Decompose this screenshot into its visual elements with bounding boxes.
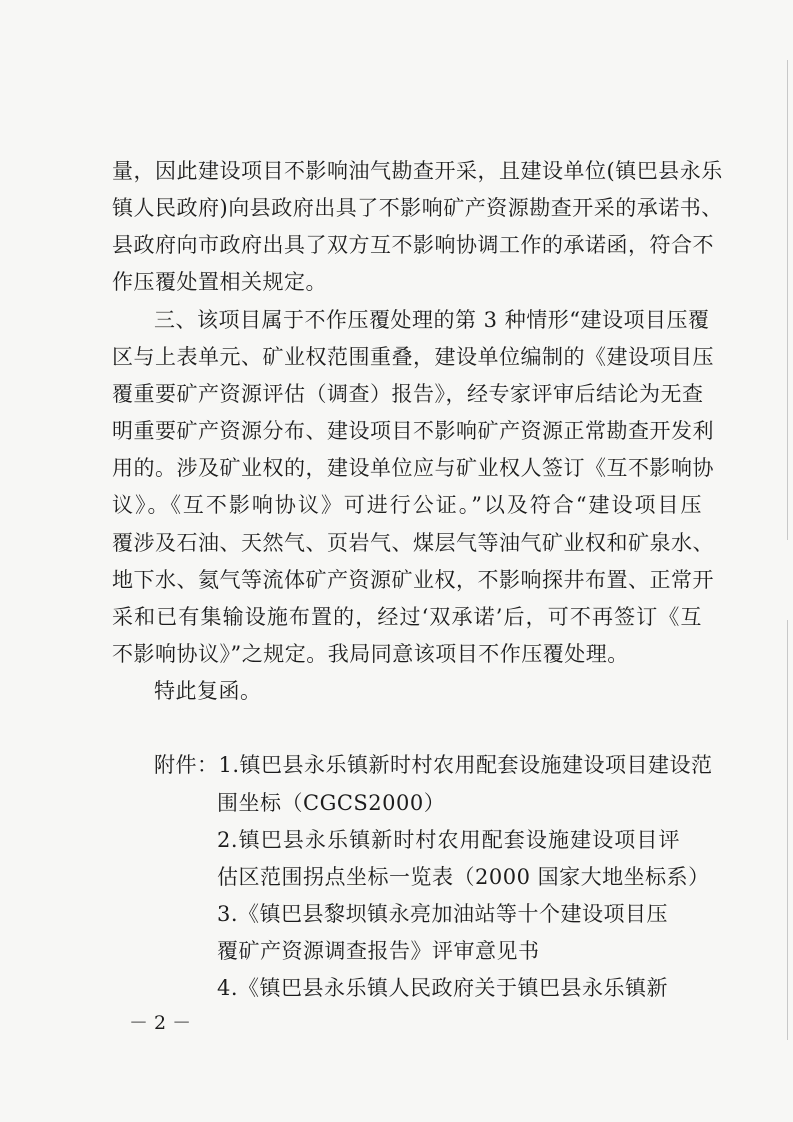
scan-edge <box>787 620 788 1040</box>
attachment-line: 附件：1.镇巴县永乐镇新时村农用配套设施建设项目建设范 <box>154 753 713 777</box>
body-line: 明重要矿产资源分布、建设项目不影响矿产资源正常勘查开发利 <box>112 419 714 443</box>
attachment-line: 覆矿产资源调查报告》评审意见书 <box>217 939 540 963</box>
body-line: 地下水、氦气等流体矿产资源矿业权，不影响探井布置、正常开 <box>112 568 714 592</box>
attachment-line: 4.《镇巴县永乐镇人民政府关于镇巴县永乐镇新 <box>217 976 669 1000</box>
attachment-line: 2.镇巴县永乐镇新时村农用配套设施建设项目评 <box>217 828 680 852</box>
body-line: 不影响协议》”之规定。我局同意该项目不作压覆处理。 <box>112 642 629 666</box>
body-line: 作压覆处置相关规定。 <box>112 270 327 294</box>
attachment-line: 估区范围拐点坐标一览表（2000 国家大地坐标系） <box>217 865 710 889</box>
attachment-line: 围坐标（CGCS2000） <box>217 791 446 815</box>
attachment-line: 3.《镇巴县黎坝镇永亮加油站等十个建设项目压 <box>217 902 669 926</box>
body-line: 区与上表单元、矿业权范围重叠，建设单位编制的《建设项目压 <box>112 345 714 369</box>
scan-edge <box>787 60 788 540</box>
body-line: 议》。《互不影响协议》可进行公证。”以及符合“建设项目压 <box>112 493 702 517</box>
body-line: 量，因此建设项目不影响油气勘查开采，且建设单位(镇巴县永乐 <box>112 159 723 183</box>
body-line: 采和已有集输设施布置的，经过‘双承诺’后，可不再签订《互 <box>112 605 702 629</box>
body-line: 覆重要矿产资源评估（调查）报告》，经专家评审后结论为无查 <box>112 382 704 406</box>
body-line: 覆涉及石油、天然气、页岩气、煤层气等油气矿业权和矿泉水、 <box>112 531 714 555</box>
page-number: － 2 － <box>129 1012 192 1034</box>
body-line: 县政府向市政府出具了双方互不影响协调工作的承诺函，符合不 <box>112 233 714 257</box>
body-line: 镇人民政府)向县政府出具了不影响矿产资源勘查开采的承诺书、 <box>112 196 723 220</box>
closing-line: 特此复函。 <box>154 679 262 703</box>
body-line: 用的。涉及矿业权的，建设单位应与矿业权人签订《互不影响协 <box>112 456 714 480</box>
body-line: 三、该项目属于不作压覆处理的第 3 种情形“建设项目压覆 <box>154 308 710 332</box>
